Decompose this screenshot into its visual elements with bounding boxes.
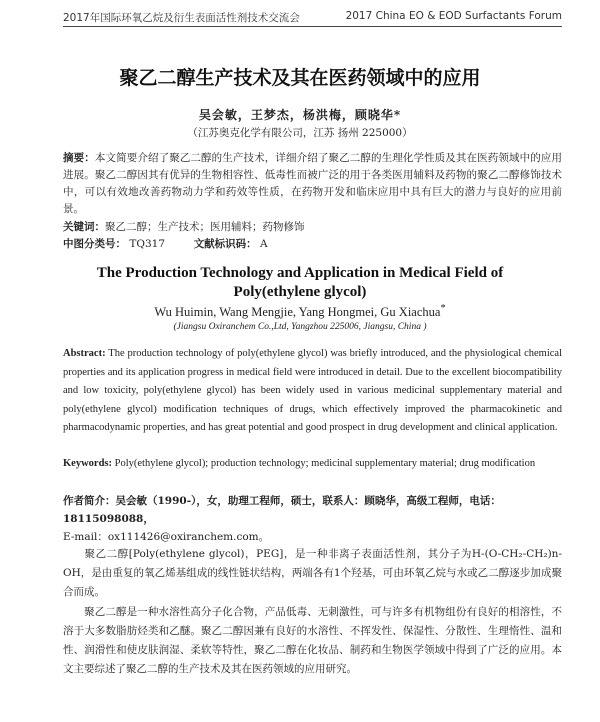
chinese-keywords (63, 219, 562, 236)
chinese-authors: 吴会敏，王梦杰，杨洪梅，顾晓华* (198, 108, 402, 122)
doc-code-value: A (260, 238, 268, 250)
author-bio-line2: E-mail：ox111426@oxiranchem.com。 (63, 531, 270, 543)
english-keywords-label: Keywords: (63, 458, 112, 469)
header-divider (63, 26, 562, 27)
english-authors (0, 303, 600, 320)
chinese-abstract-label: 摘要： (63, 152, 95, 164)
chinese-title: 聚乙二醇生产技术及其在医药领域中的应用 (119, 67, 481, 89)
english-abstract (63, 345, 562, 438)
author-bio-line1: 作者简介：吴会敏（1990-），女，助理工程师，硕士，联系人：顾晓华，高级工程师，电话：18115098088， (63, 495, 501, 525)
author-bio (63, 492, 562, 546)
header-right: 2017 China EO & EOD Surfactants Forum (345, 10, 562, 22)
header-left: 2017年国际环氧乙烷及衍生表面活性剂技术交流会 (63, 12, 300, 24)
corresponding-mark: * (440, 303, 446, 314)
class-value: TQ317 (129, 238, 165, 250)
running-header (63, 8, 562, 26)
english-title-line2: Poly(ethylene glycol) (233, 284, 367, 300)
chinese-keywords-text: 聚乙二醇；生产技术；医用辅料；药物修饰 (105, 221, 305, 233)
chinese-affiliation: （江苏奥克化学有限公司，江苏 扬州 225000） (187, 127, 413, 139)
class-label: 中图分类号： (63, 238, 126, 250)
chinese-abstract-text: 本文简要介绍了聚乙二醇的生产技术，详细介绍了聚乙二醇的生理化学性质及其在医药领域中的应用进展。聚乙二醇因其有优异的生物相容性、低毒性而被广泛的用于各类医用辅料及药物的聚乙二醇修饰技术中，可以有效地改善药物动力学和药效等性质，在药物开发和临床应用中具有巨大的潜力与良好的应用前景。 (63, 152, 562, 215)
body-paragraph-1-text: 聚乙二醇[Poly(ethylene glycol)，PEG]，是一种非离子表面活性剂，其分子为H-(O-CH₂-CH₂)n-OH，是由重复的氧乙烯基组成的线性链状结构，两端各有1个羟基，可由环氧乙烷与水或乙二醇逐步加成聚合而成。 (63, 548, 562, 598)
chinese-keywords-label: 关键词： (63, 221, 105, 233)
english-keywords (63, 455, 562, 474)
body-paragraph-2 (63, 603, 562, 679)
english-keywords-text: Poly(ethylene glycol); production technology; medicinal supplementary material; drug modification (114, 458, 536, 469)
body-paragraph-2-text: 聚乙二醇是一种水溶性高分子化合物，产品低毒、无刺激性，可与许多有机物组份有良好的相溶性，不溶于大多数脂肪烃类和乙醚。聚乙二醇因兼有良好的水溶性、不挥发性、保湿性、分散性、生理惰性、温和性、润滑性和使皮肤润湿、柔软等特性，聚乙二醇在化妆品、制药和生物医学领域中得到了广泛的应用。本文主要综述了聚乙二醇的生产技术及其在医药领域的应用研究。 (63, 606, 562, 675)
chinese-abstract (63, 150, 562, 218)
english-authors-text: Wu Huimin, Wang Mengjie, Yang Hongmei, Gu Xiachua (154, 305, 441, 320)
classification-line (63, 236, 562, 253)
doc-code-label: 文献标识码： (193, 238, 257, 250)
english-title (0, 264, 600, 302)
english-title-line1: The Production Technology and Application in Medical Field of (96, 265, 504, 281)
english-affiliation: (Jiangsu Oxiranchem Co.,Ltd, Yangzhou 225006, Jiangsu, China ) (173, 322, 427, 332)
english-abstract-label: Abstract: (63, 348, 106, 359)
english-abstract-text: The production technology of poly(ethylene glycol) was briefly introduced, and the physiological chemical properties and its application progress in medical field were introduced in detail. Due to the excellent biocompatibility and low toxicity, poly(ethylene glycol) has been widely used in various medicinal supplementary material and poly(ethylene glycol) modification techniques of drugs, which effectively improved the pharmacokinetic and pharmacodynamic properties, and has great potential and good prospect in drug development and clinical application. (63, 348, 563, 433)
body-paragraph-1 (63, 545, 562, 602)
